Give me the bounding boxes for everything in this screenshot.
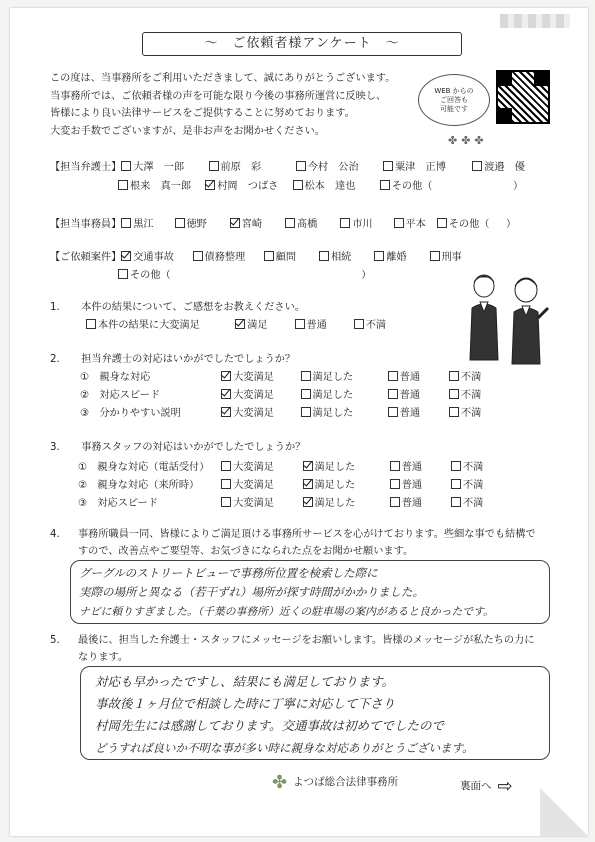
checkbox[interactable] [388, 371, 398, 381]
checkbox[interactable] [449, 371, 459, 381]
lawyer-option[interactable]: 前原 彩 [209, 158, 293, 173]
clover-icon: ✤ [272, 772, 288, 793]
q2-row-label: ① 親身な対応 [80, 372, 151, 383]
q1-option[interactable]: 満足 [235, 316, 291, 331]
intro-line: この度は、当事務所をご利用いただきまして、誠にありがとうございます。 [50, 73, 396, 84]
checkbox-checked[interactable] [221, 371, 231, 381]
staff-option[interactable]: 髙橋 [285, 215, 337, 230]
checkbox[interactable] [221, 479, 231, 489]
office-name: よつば総合法律事務所 [293, 776, 399, 788]
q3-row-label: ③ 対応スピード [78, 498, 159, 509]
checkbox[interactable] [293, 180, 303, 190]
lawyer-option[interactable]: 根来 真一郎 [118, 177, 202, 192]
question-5 [50, 632, 534, 666]
case-option[interactable]: 刑事 [430, 248, 462, 263]
q3-row [78, 476, 483, 491]
lawyer-figure-left [470, 275, 498, 360]
checkbox[interactable] [118, 180, 128, 190]
scale-option[interactable]: 大変満足 [221, 494, 299, 509]
staff-option[interactable]: 平本 [394, 215, 434, 230]
checkbox[interactable] [449, 389, 459, 399]
lawyer-option[interactable]: 粟津 正博 [383, 158, 469, 173]
checkbox[interactable] [193, 251, 203, 261]
case-option[interactable]: 顧問 [264, 248, 316, 263]
q3-row [78, 458, 483, 473]
lawyer-option[interactable]: 渡邉 優 [472, 158, 525, 173]
office-logo [272, 772, 398, 793]
scale-option[interactable]: 不満 [451, 494, 483, 509]
case-option[interactable]: その他（ [118, 266, 358, 281]
scale-option[interactable]: 満足した [301, 404, 385, 419]
checkbox[interactable] [340, 218, 350, 228]
case-option[interactable]: 交通事故 [121, 248, 189, 263]
intro-line: 皆様により良い法律サービスをご提供することに努めております。 [50, 108, 355, 119]
web-line: WEB からの [434, 86, 474, 95]
scale-option[interactable]: 大変満足 [221, 458, 299, 473]
question-text: 本件の結果について、ご感想をお教えください。 [81, 302, 305, 313]
question-text: 事務所職員一同、皆様によりご満足頂ける事務所サービスを心がけております。些細な事でも結構で [78, 529, 536, 540]
scale-option[interactable]: 不満 [449, 404, 481, 419]
handwritten-line: 実際の場所と異なる（若干ずれ）場所が探す時間がかかりました。 [79, 585, 424, 599]
scale-option[interactable]: 大変満足 [221, 386, 297, 401]
scale-option[interactable]: 大変満足 [221, 368, 297, 383]
checkbox[interactable] [451, 479, 461, 489]
question-text: なります。 [78, 652, 129, 663]
handwritten-line: どうすれば良いか不明な事が多い時に親身な対応ありがとうございます。 [95, 741, 474, 755]
checkbox[interactable] [121, 161, 131, 171]
checkbox[interactable] [388, 389, 398, 399]
checkbox-checked[interactable] [205, 180, 215, 190]
q3-row-label: ① 親身な対応（電話受付） [78, 462, 210, 473]
scale-option[interactable]: 普通 [390, 494, 448, 509]
checkbox[interactable] [374, 251, 384, 261]
lawyer-option[interactable]: 松本 達也 [293, 177, 377, 192]
scale-option[interactable]: 不満 [451, 476, 483, 491]
q3-row [78, 494, 483, 509]
lawyer-option[interactable]: 大澤 一郎 [121, 158, 205, 173]
intro-line: 当事務所では、ご依頼者様の声を可能な限り今後の事務所運営に反映し、 [50, 90, 387, 102]
scale-option[interactable]: 満足した [301, 386, 385, 401]
q4-answer-box[interactable] [70, 560, 550, 624]
q2-row-label: ② 対応スピード [80, 390, 161, 401]
checkbox-checked[interactable] [303, 479, 313, 489]
intro-line: 大変お手数でございますが、是非お声をお聞かせください。 [50, 125, 326, 137]
staff-option[interactable]: その他（ [437, 215, 503, 230]
scale-option[interactable]: 不満 [451, 458, 483, 473]
question-2 [50, 350, 295, 365]
staff-option[interactable]: 黒江 [121, 215, 171, 230]
web-line: 可能です [440, 104, 468, 113]
q2-row [80, 368, 481, 383]
scale-option[interactable]: 満足した [303, 494, 387, 509]
checkbox[interactable] [451, 497, 461, 507]
staff-option[interactable]: 宮崎 [230, 215, 282, 230]
scale-option[interactable]: 不満 [449, 386, 481, 401]
question-number: 2. [50, 354, 60, 365]
question-text: 事務スタッフの対応はいかがでしたでしょうか？ [81, 442, 306, 453]
checkbox[interactable] [354, 319, 364, 329]
q3-row-label: ② 親身な対応（来所時） [78, 480, 200, 491]
intro-text [50, 70, 395, 140]
back-side-link[interactable] [460, 776, 513, 797]
staff-row [50, 215, 516, 230]
question-text: すので、改善点やご要望等、お気づきになられた点をお聞かせ願います。 [78, 546, 414, 557]
case-label: 【ご依頼案件】 [50, 252, 122, 263]
checkbox[interactable] [437, 218, 447, 228]
qr-code-icon[interactable] [496, 70, 550, 124]
lawyer-option[interactable]: その他（ [380, 177, 510, 192]
checkbox[interactable] [118, 269, 128, 279]
checkbox[interactable] [221, 497, 231, 507]
checkbox[interactable] [430, 251, 440, 261]
question-3 [50, 438, 305, 453]
page-title: ～ ご依頼者様アンケート ～ [142, 32, 462, 56]
checkbox[interactable] [394, 218, 404, 228]
web-line: ご回答も [440, 95, 468, 104]
checkbox[interactable] [264, 251, 274, 261]
scale-option[interactable]: 普通 [390, 476, 448, 491]
case-close: ） [361, 270, 372, 281]
lawyer-label: 【担当弁護士】 [50, 162, 122, 173]
question-text: 担当弁護士の対応はいかがでしたでしょうか？ [81, 354, 296, 365]
checkbox-checked[interactable] [235, 319, 245, 329]
staff-close: ） [506, 219, 517, 230]
handwritten-line: 対応も早かったですし、結果にも満足しております。 [95, 674, 395, 689]
scale-option[interactable]: 満足した [303, 458, 387, 473]
checkbox[interactable] [390, 479, 400, 489]
scale-option[interactable]: 満足した [303, 476, 387, 491]
question-text: 最後に、担当した弁護士・スタッフにメッセージをお願いします。皆様のメッセージが私たちの力に [78, 635, 535, 646]
checkbox[interactable] [449, 407, 459, 417]
checkbox-checked[interactable] [303, 497, 313, 507]
scale-option[interactable]: 普通 [390, 458, 448, 473]
lawyer-option[interactable]: 今村 公治 [296, 158, 380, 173]
scale-option[interactable]: 普通 [388, 404, 446, 419]
question-1 [50, 298, 305, 313]
back-label: 裏面へ [460, 780, 492, 792]
case-option[interactable]: 債務整理 [193, 248, 261, 263]
checkbox[interactable] [175, 218, 185, 228]
handwritten-line: グーグルのストリートビューで事務所位置を検索した際に [79, 566, 378, 580]
checkbox[interactable] [121, 218, 131, 228]
lawyer-option[interactable]: 村岡 つばさ [205, 177, 289, 192]
web-answer-bubble [418, 74, 490, 126]
checkbox[interactable] [390, 497, 400, 507]
lawyer-close: ） [513, 181, 524, 192]
lawyer-row-1 [50, 158, 525, 173]
handwritten-line: ナビに頼りすぎました。（千葉の事務所）近くの駐車場の案内があると良かったです。 [79, 605, 494, 618]
checkbox[interactable] [86, 319, 96, 329]
staff-option[interactable]: 徳野 [175, 215, 227, 230]
staff-label: 【担当事務員】 [50, 219, 122, 230]
lawyer-row-2 [118, 177, 523, 192]
checkbox[interactable] [472, 161, 482, 171]
handwritten-line: 事故後１ヶ月位で相談した時に丁寧に対応して下さり [95, 696, 396, 711]
scale-option[interactable]: 満足した [301, 368, 385, 383]
question-4 [50, 526, 536, 560]
handwritten-line: 村岡先生には感謝しております。交通事故は初めてでしたので [95, 718, 445, 733]
case-option[interactable]: 相続 [319, 248, 371, 263]
redacted-stamp [500, 14, 570, 28]
checkbox[interactable] [383, 161, 393, 171]
q2-row-label: ③ 分かりやすい説明 [80, 408, 181, 419]
checkbox[interactable] [390, 461, 400, 471]
checkbox[interactable] [380, 180, 390, 190]
checkbox[interactable] [301, 407, 311, 417]
q1-option[interactable]: 本件の結果に大変満足 [86, 316, 232, 331]
q2-row [80, 386, 481, 401]
checkbox[interactable] [295, 319, 305, 329]
lawyers-illustration [456, 268, 556, 368]
checkbox-checked[interactable] [303, 461, 313, 471]
checkbox-checked[interactable] [121, 251, 131, 261]
question-number: 5. [50, 635, 60, 646]
scale-option[interactable]: 大変満足 [221, 404, 297, 419]
checkbox[interactable] [388, 407, 398, 417]
checkbox[interactable] [301, 389, 311, 399]
question-number: 4. [50, 529, 60, 540]
checkbox[interactable] [451, 461, 461, 471]
checkbox[interactable] [301, 371, 311, 381]
lawyer-figure-right [512, 278, 548, 364]
checkbox[interactable] [209, 161, 219, 171]
scale-option[interactable]: 不満 [449, 368, 481, 383]
scale-option[interactable]: 普通 [388, 368, 446, 383]
q2-row [80, 404, 481, 419]
staff-option[interactable]: 市川 [340, 215, 390, 230]
q1-option[interactable]: 普通 [295, 316, 351, 331]
case-row-1 [50, 248, 462, 263]
checkbox[interactable] [285, 218, 295, 228]
page-curl [540, 788, 588, 836]
question-number: 3. [50, 442, 60, 453]
checkbox[interactable] [296, 161, 306, 171]
checkbox[interactable] [221, 461, 231, 471]
scale-option[interactable]: 大変満足 [221, 476, 299, 491]
arrow-right-icon: ⇨ [497, 776, 513, 797]
scale-option[interactable]: 普通 [388, 386, 446, 401]
case-row-2 [118, 266, 371, 281]
clover-decoration-icon: ✤✤✤ [448, 134, 488, 147]
checkbox-checked[interactable] [230, 218, 240, 228]
checkbox[interactable] [319, 251, 329, 261]
checkbox-checked[interactable] [221, 389, 231, 399]
question-number: 1. [50, 302, 60, 313]
q1-option[interactable]: 不満 [354, 316, 386, 331]
case-option[interactable]: 離婚 [374, 248, 426, 263]
checkbox-checked[interactable] [221, 407, 231, 417]
q1-options [86, 316, 386, 331]
q5-answer-box[interactable] [80, 666, 550, 760]
